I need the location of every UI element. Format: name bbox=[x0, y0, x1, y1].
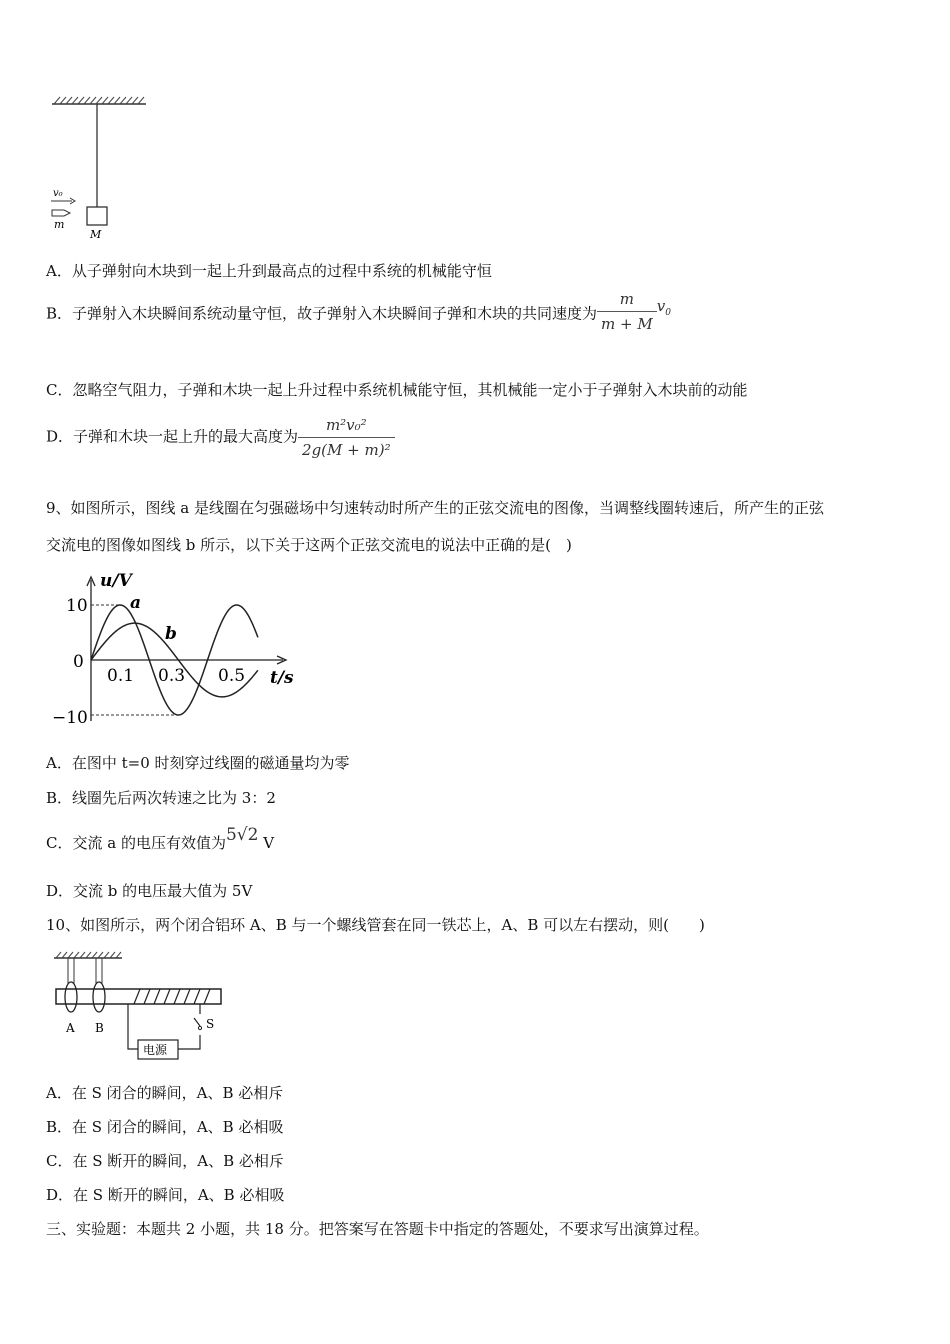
wood-block bbox=[87, 207, 107, 225]
series-b-label: b bbox=[165, 624, 177, 644]
q9-option-c bbox=[46, 825, 275, 853]
ac-voltage-chart bbox=[40, 566, 320, 736]
frac-den: m + M bbox=[597, 311, 657, 333]
q8-option-b bbox=[46, 290, 671, 333]
q8-option-d-text: D．子弹和木块一起上升的最大高度为 bbox=[46, 427, 299, 446]
q9-stem-line1: 9、如图所示，图线 a 是线圈在匀强磁场中匀速转动时所产生的正弦交流电的图像，当调整线圈转速后，所产生的正弦 bbox=[46, 499, 825, 517]
x-tick-0-5: 0.5 bbox=[218, 666, 246, 686]
v0-symbol bbox=[656, 296, 671, 318]
q8-option-b-text: B．子弹射入木块瞬间系统动量守恒，故子弹射入木块瞬间子弹和木块的共同速度为 bbox=[46, 304, 598, 323]
q10-option-c: C．在 S 断开的瞬间，A、B 必相斥 bbox=[46, 1152, 284, 1170]
q9-option-c-text: C．交流 a 的电压有效值为 bbox=[46, 834, 226, 852]
q8-option-d bbox=[46, 416, 395, 459]
q10-option-a: A．在 S 闭合的瞬间，A、B 必相斥 bbox=[46, 1084, 284, 1102]
fraction-height bbox=[298, 416, 395, 459]
q8-option-c: C．忽略空气阻力，子弹和木块一起上升过程中系统机械能守恒，其机械能一定小于子弹射入木块前的动能 bbox=[46, 381, 748, 399]
solenoid-figure bbox=[48, 948, 228, 1066]
x-tick-0-1: 0.1 bbox=[107, 666, 135, 686]
ring-b-label: B bbox=[95, 1021, 104, 1035]
q10-option-d: D．在 S 断开的瞬间，A、B 必相吸 bbox=[46, 1186, 285, 1204]
q9-option-a: A．在图中 t=0 时刻穿过线圈的磁通量均为零 bbox=[46, 754, 350, 772]
x-axis-label: t/s bbox=[270, 668, 294, 688]
q9-stem-line2: 交流电的图像如图线 b 所示，以下关于这两个正弦交流电的说法中正确的是( ) bbox=[46, 536, 572, 554]
q9-option-d: D．交流 b 的电压最大值为 5V bbox=[46, 882, 253, 900]
fraction-m-over-mM bbox=[597, 290, 657, 333]
pendulum-figure bbox=[44, 92, 154, 242]
y-tick-0: 0 bbox=[73, 652, 84, 672]
q9-option-b: B．线圈先后两次转速之比为 3：2 bbox=[46, 789, 276, 807]
y-tick-neg10: −10 bbox=[52, 708, 88, 728]
q10-stem: 10、如图所示，两个闭合铝环 A、B 与一个螺线管套在同一铁芯上，A、B 可以左右摆动，则( ) bbox=[46, 916, 705, 934]
x-tick-0-3: 0.3 bbox=[158, 666, 186, 686]
switch-s bbox=[194, 1018, 200, 1026]
five-root-two: 5√2 bbox=[225, 825, 259, 845]
block-label: M bbox=[90, 228, 102, 241]
unit-v: V bbox=[263, 834, 275, 852]
solenoid-coil bbox=[134, 989, 210, 1004]
bullet-shape bbox=[52, 210, 70, 216]
series-a-label: a bbox=[130, 593, 142, 613]
y-tick-10: 10 bbox=[66, 596, 88, 616]
ring-a bbox=[65, 982, 77, 1012]
power-source-label: 电源 bbox=[143, 1043, 168, 1057]
q8-option-a: A．从子弹射向木块到一起上升到最高点的过程中系统的机械能守恒 bbox=[46, 262, 492, 280]
velocity-label: v₀ bbox=[53, 188, 63, 199]
v-subscript: 0 bbox=[665, 307, 671, 318]
frac-num: m bbox=[619, 290, 634, 308]
ring-b bbox=[93, 982, 105, 1012]
section-3-heading: 三、实验题：本题共 2 小题，共 18 分。把答案写在答题卡中指定的答题处，不要求写出演算过程。 bbox=[46, 1220, 709, 1238]
ring-a-label: A bbox=[66, 1021, 75, 1035]
frac-num: m²v₀² bbox=[325, 416, 367, 434]
frac-den: 2g(M + m)² bbox=[298, 437, 395, 459]
y-axis-label: u/V bbox=[100, 571, 132, 591]
bullet-label: m bbox=[54, 218, 65, 231]
q10-option-b: B．在 S 闭合的瞬间，A、B 必相吸 bbox=[46, 1118, 284, 1136]
switch-label: S bbox=[206, 1017, 215, 1031]
v-symbol: v bbox=[656, 296, 666, 315]
